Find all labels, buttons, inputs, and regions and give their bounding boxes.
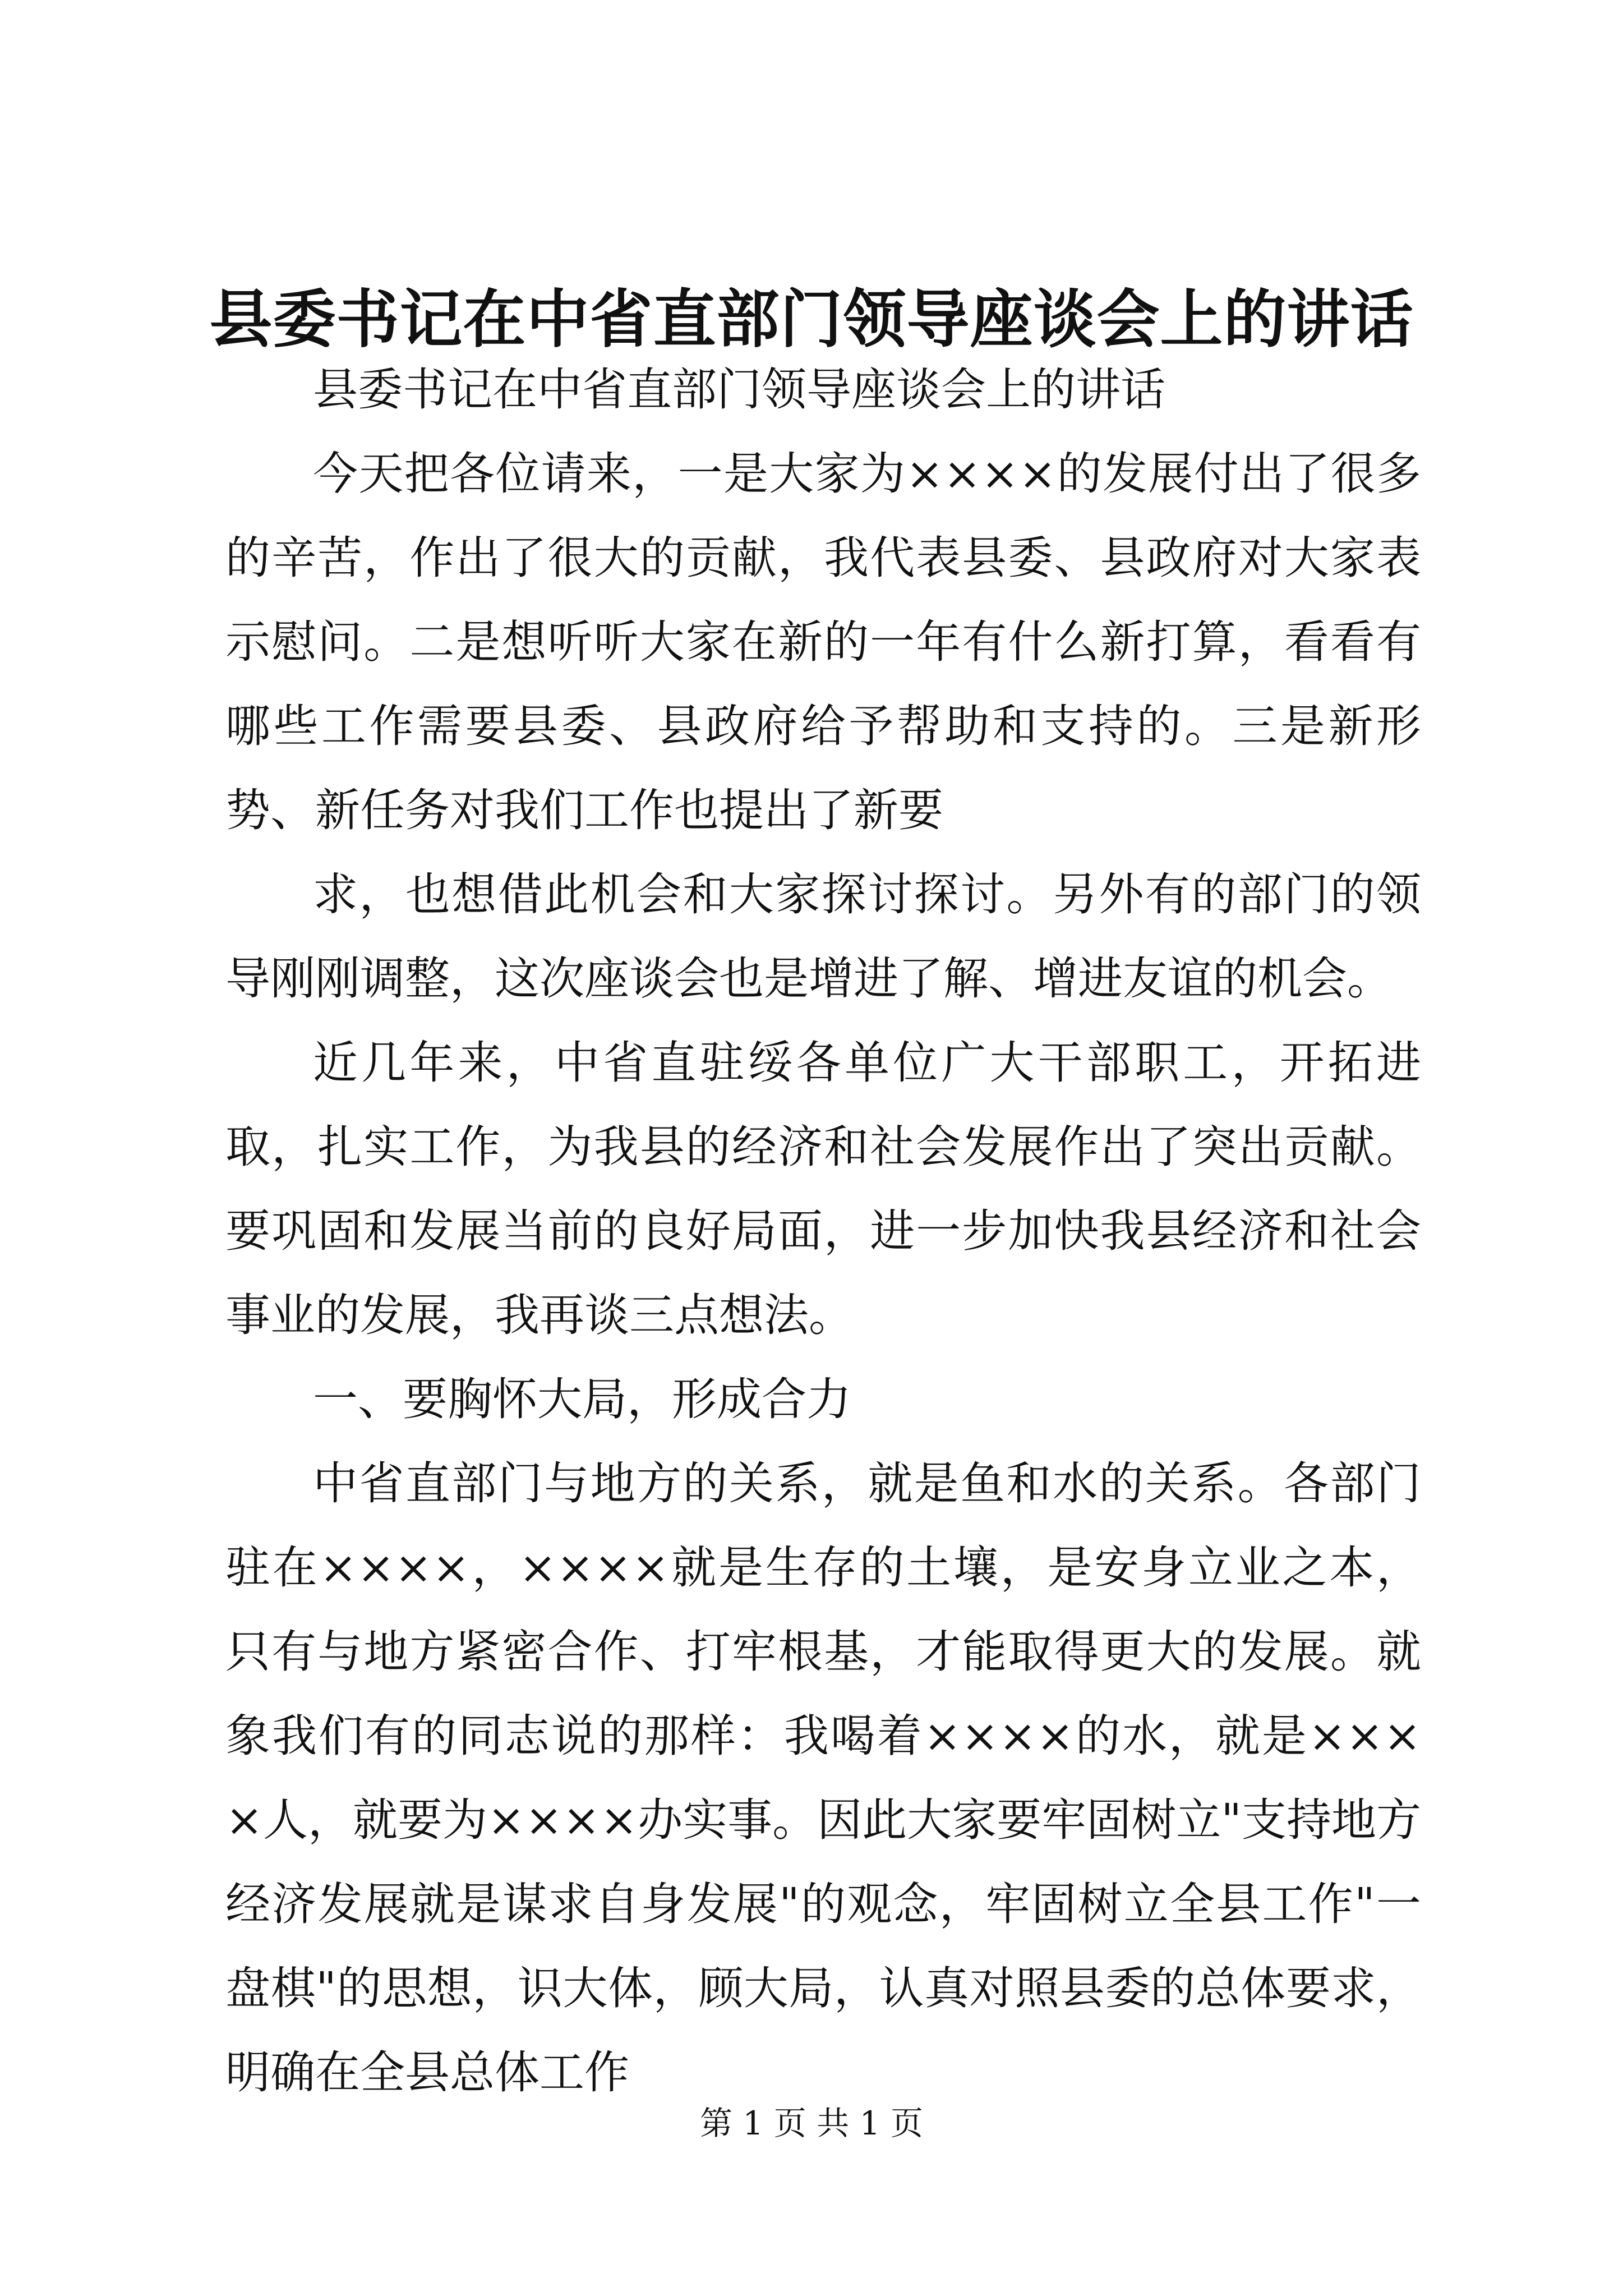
document-title: 县委书记在中省直部门领导座谈会上的讲话 (209, 283, 1414, 356)
paragraph-recent-years: 近几年来，中省直驻绥各单位广大干部职工，开拓进取，扎实工作，为我县的经济和社会发展作出了突出贡献。要巩固和发展当前的良好局面，进一步加快我县经济和社会事业的发展，我再谈三点想法。 (225, 1037, 1421, 1341)
page-footer: 第 1 页 共 1 页 (700, 2104, 923, 2142)
section-heading-1: 一、要胸怀大局，形成合力 (313, 1373, 851, 1425)
paragraph-intro: 今天把各位请来，一是大家为××××的发展付出了很多的辛苦，作出了很大的贡献，我代表县委、县政府对大家表示慰问。二是想听听大家在新的一年有什么新打算，看看有哪些工作需要县委、县政府给予帮助和支持的。三是新形势、新任务对我们工作也提出了新要 (225, 448, 1421, 836)
paragraph-section-1: 中省直部门与地方的关系，就是鱼和水的关系。各部门驻在××××，××××就是生存的土壤，是安身立业之本，只有与地方紧密合作、打牢根基，才能取得更大的发展。就象我们有的同志说的那样：我喝着××××的水，就是××××人，就要为××××办实事。因此大家要牢固树立"支持地方经济发展就是谋求自身发展"的观念，牢固树立全县工作"一盘棋"的思想，识大体，顾大局，认真对照县委的总体要求，明确在全县总体工作 (225, 1457, 1421, 2099)
document-body (225, 348, 1421, 2115)
paragraph-intro-continued: 求，也想借此机会和大家探讨探讨。另外有的部门的领导刚刚调整，这次座谈会也是增进了解、增进友谊的机会。 (225, 868, 1421, 1005)
paragraph-subtitle: 县委书记在中省直部门领导座谈会上的讲话 (313, 364, 1165, 416)
